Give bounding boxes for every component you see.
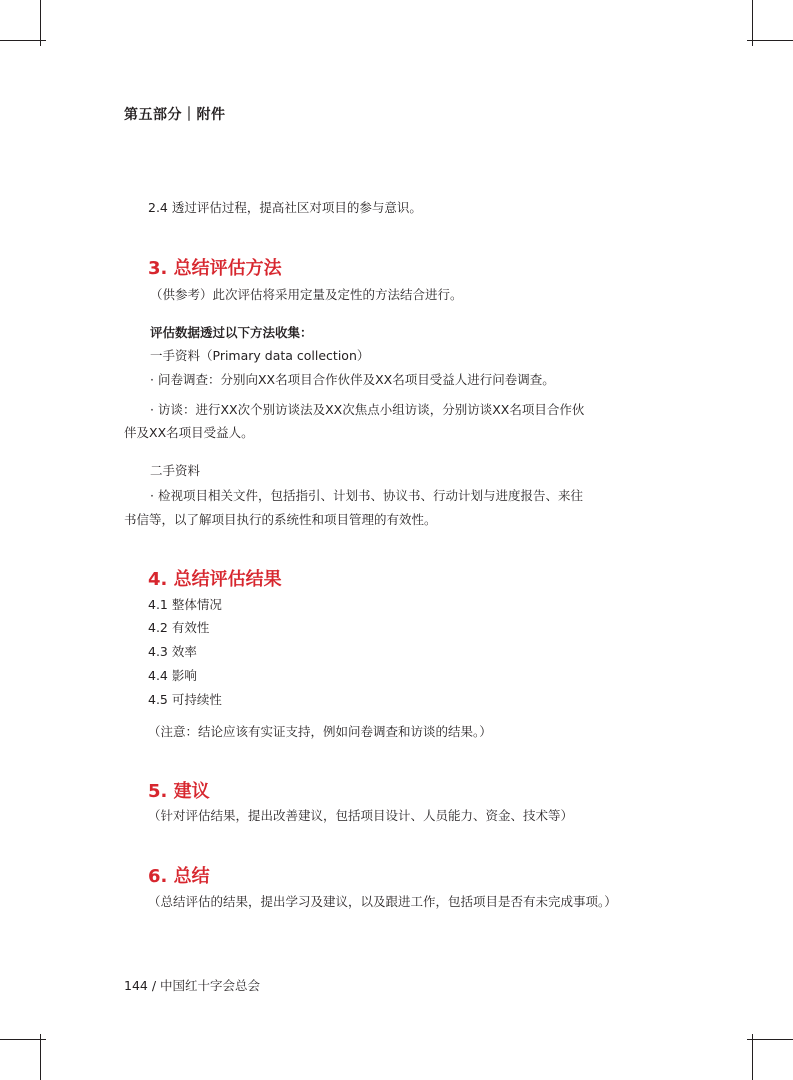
- s4-item: 4.5 可持续性: [148, 692, 222, 707]
- s3-primary-item-1: · 问卷调查：分别向XX名项目合作伙伴及XX名项目受益人进行问卷调查。: [150, 372, 555, 387]
- section-heading-4: 4. 总结评估结果: [148, 569, 282, 590]
- section-heading-6: 6. 总结: [148, 866, 210, 887]
- s4-item: 4.2 有效性: [148, 620, 210, 635]
- intro-line: 2.4 透过评估过程，提高社区对项目的参与意识。: [148, 200, 422, 215]
- s4-item: 4.1 整体情况: [148, 597, 222, 612]
- s3-primary-item-2: · 访谈：进行XX次个别访谈法及XX次焦点小组访谈，分别访谈XX名项目合作伙: [150, 402, 585, 417]
- s4-item: 4.3 效率: [148, 644, 197, 659]
- section-heading-3: 3. 总结评估方法: [148, 258, 282, 279]
- s3-secondary-heading: 二手资料: [150, 463, 201, 478]
- s3-primary-heading: 一手资料（Primary data collection）: [150, 348, 370, 363]
- s6-text: （总结评估的结果，提出学习及建议，以及跟进工作，包括项目是否有未完成事项。）: [148, 894, 617, 909]
- s5-text: （针对评估结果，提出改善建议，包括项目设计、人员能力、资金、技术等）: [148, 808, 574, 823]
- s3-collect-heading: 评估数据透过以下方法收集：: [150, 325, 313, 340]
- s3-secondary-item-1: · 检视项目相关文件，包括指引、计划书、协议书、行动计划与进度报告、来往: [150, 488, 583, 503]
- section-heading-5: 5. 建议: [148, 781, 210, 802]
- page-section-header: 第五部分｜附件: [124, 107, 226, 123]
- page-footer: 144 / 中国红十字会总会: [124, 978, 261, 993]
- s4-item: 4.4 影响: [148, 668, 197, 683]
- s3-secondary-item-1-cont: 书信等，以了解项目执行的系统性和项目管理的有效性。: [124, 512, 437, 527]
- s3-intro: （供参考）此次评估将采用定量及定性的方法结合进行。: [150, 287, 463, 302]
- s4-note: （注意：结论应该有实证支持，例如问卷调查和访谈的结果。）: [148, 724, 492, 739]
- s3-primary-item-2-cont: 伴及XX名项目受益人。: [124, 425, 254, 440]
